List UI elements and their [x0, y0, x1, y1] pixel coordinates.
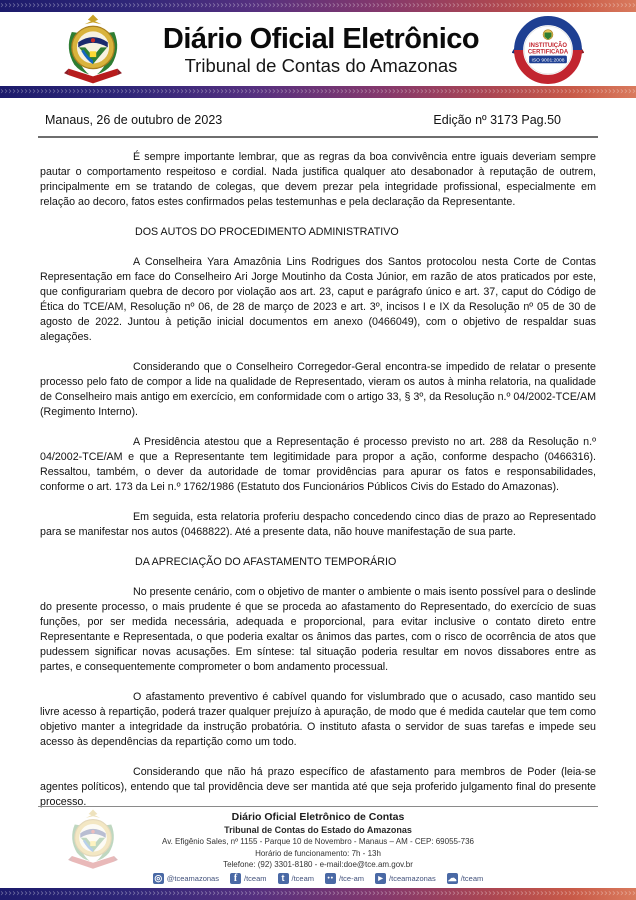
decorative-band-bottom: [0, 888, 636, 900]
body-block: DOS AUTOS DO PROCEDIMENTO ADMINISTRATIVO: [135, 226, 399, 238]
social-item: [325, 873, 364, 884]
body-block: É sempre importante lembrar, que as regras da boa convivência entre iguais deveriam sempre pautar o comportamento respeitoso e cordial. Nada justifica qualquer ato desabonador à reputação de outrem, principalmente em se tratando de colegas, que devem prezar pela integridade profissional, especialmente em relação ao decoro, fatos estes confirmados pelas testemunhas e pela declaração da Representante.: [40, 151, 596, 208]
decorative-band-top: [0, 0, 636, 12]
footer-content: [0, 807, 636, 888]
footer-org-name: Tribunal de Contas do Estado do Amazonas: [224, 825, 412, 836]
instagram-icon: [153, 873, 164, 884]
social-handle: /tceam: [460, 874, 484, 883]
social-item: [278, 873, 315, 884]
body-block: Em seguida, esta relatoria proferiu despacho concedendo cinco dias de prazo ao Representado para se manifestar nos autos (0468822). Até a presente data, não houve manifestação de sua parte.: [40, 511, 596, 538]
body-block: Considerando que não há prazo específico de afastamento para membros de Poder (leia-se agentes políticos), entendo que tal providência deve ser mantida até que seja proferido julgamento final do presente processo.: [40, 766, 596, 808]
social-links-row: [0, 873, 636, 884]
footer-hours: Horário de funcionamento: 7h - 13h: [255, 848, 381, 858]
document-body: [0, 138, 636, 810]
social-handle: /tce-am: [339, 874, 365, 883]
body-block: DA APRECIAÇÃO DO AFASTAMENTO TEMPORÁRIO: [135, 556, 397, 568]
edition-info-row: [0, 113, 636, 127]
footer-address: Av. Efigênio Sales, nº 1155 - Parque 10 de Novembro - Manaus – AM - CEP: 69055-736: [162, 837, 474, 847]
gazette-subtitle: Tribunal de Contas do Amazonas: [184, 55, 458, 77]
edition-number: Edição nº 3173 Pag.50: [433, 113, 561, 127]
social-handle: /tceam: [291, 874, 315, 883]
social-item: [447, 873, 484, 884]
social-handle: /tceam: [243, 874, 267, 883]
tce-am-coat-of-arms-logo: [56, 14, 130, 86]
body-block: A Presidência atestou que a Representação é processo previsto no art. 288 da Resolução n.º 04/2002-TCE/AM e que a Representante tem legitimidade para propor a ação, conforme despacho (0466316). Ressaltou, também, o dever da autoridade de tomar providências para apurar os fatos e responsabilidades, conforme o art. 173 da Lei n.º 1762/1986 (Estatuto dos Funcionários Públicos Civis do Estado do Amazonas).: [40, 436, 596, 493]
footer: [0, 806, 636, 900]
twitter-icon: [278, 873, 289, 884]
footer-gazette-title: Diário Oficial Eletrônico de Contas: [231, 810, 405, 823]
body-block: O afastamento preventivo é cabível quando for vislumbrado que o acusado, caso mantido seu livre acesso à repartição, poderá trazer qualquer prejuízo à apuração, de modo que é medida cautelar que tem como objetivo manter a integridade da instrução probatória. O instituto afasta o servidor de suas tarefas e impede seu acesso às dependências da repartição como um todo.: [40, 691, 596, 748]
badge-line1: INSTITUIÇÃO: [529, 43, 567, 50]
gazette-title: Diário Oficial Eletrônico: [162, 22, 480, 55]
social-handle: @tceamazonas: [166, 874, 219, 883]
iso-certification-badge: [512, 15, 584, 85]
place-date: Manaus, 26 de outubro de 2023: [45, 113, 223, 127]
badge-line2: CERTIFICADA: [527, 49, 569, 56]
social-item: [375, 873, 436, 884]
masthead-titles: [130, 24, 512, 77]
social-handle: /tceamazonas: [389, 874, 436, 883]
social-item: [153, 873, 219, 884]
masthead: [0, 12, 636, 86]
body-block: Considerando que o Conselheiro Corregedor-Geral encontra-se impedido de relatar o presente processo pelo fato de compor a lide na qualidade de Representado, vieram os autos à minha relatoria, na qualidade de Conselheiro mais antigo em exercício, em conformidade com o artigo 33, § 3º, da Resolução n.º 04/2002-TCE/AM (Regimento Interno).: [40, 361, 596, 418]
flickr-icon: [325, 873, 336, 884]
badge-line3: ISO 9001:2008: [531, 58, 565, 64]
decorative-band-under-header: [0, 86, 636, 98]
body-block: No presente cenário, com o objetivo de manter o ambiente o mais isento possível para o deslinde do presente processo, o mais prudente é que se proceda ao afastamento do Representado, do exercício de suas funções, por ser medida necessária, adequada e proporcional, para evitar inclusive o contato direto entre Representante e Representada, o que poderia exaltar os ânimos das partes, com o risco de ocorrência de atos que pudessem significar novas acusações. Em síntese: tal situação poderia resultar em novos dissabores entre as partes, e consequentemente comprometer o bom andamento processual.: [40, 586, 596, 673]
social-item: [230, 873, 267, 884]
youtube-icon: [375, 873, 386, 884]
facebook-icon: [230, 873, 241, 884]
body-block: A Conselheira Yara Amazônia Lins Rodrigues dos Santos protocolou nesta Corte de Contas Representação em face do Conselheiro Ari Jorge Moutinho da Costa Júnior, em razão de atos praticados por este, que configurariam quebra de decoro por violação aos art. 23, caput e parágrafo único e art. 37, caput do Código de Ética do TCE/AM, Resolução nº 06, de 28 de março de 2023 e art. 3º, incisos I e IX da Resolução nº 05 de 30 de agosto de 2022. Juntou à petição inicial documentos em anexo (0466049), com o objetivo de respaldar suas alegações.: [40, 256, 596, 343]
footer-contact: Telefone: (92) 3301-8180 - e-mail:doe@tce.am.gov.br: [223, 859, 413, 869]
footer-watermark-coat-of-arms: [52, 809, 134, 871]
cloud-icon: [447, 873, 458, 884]
